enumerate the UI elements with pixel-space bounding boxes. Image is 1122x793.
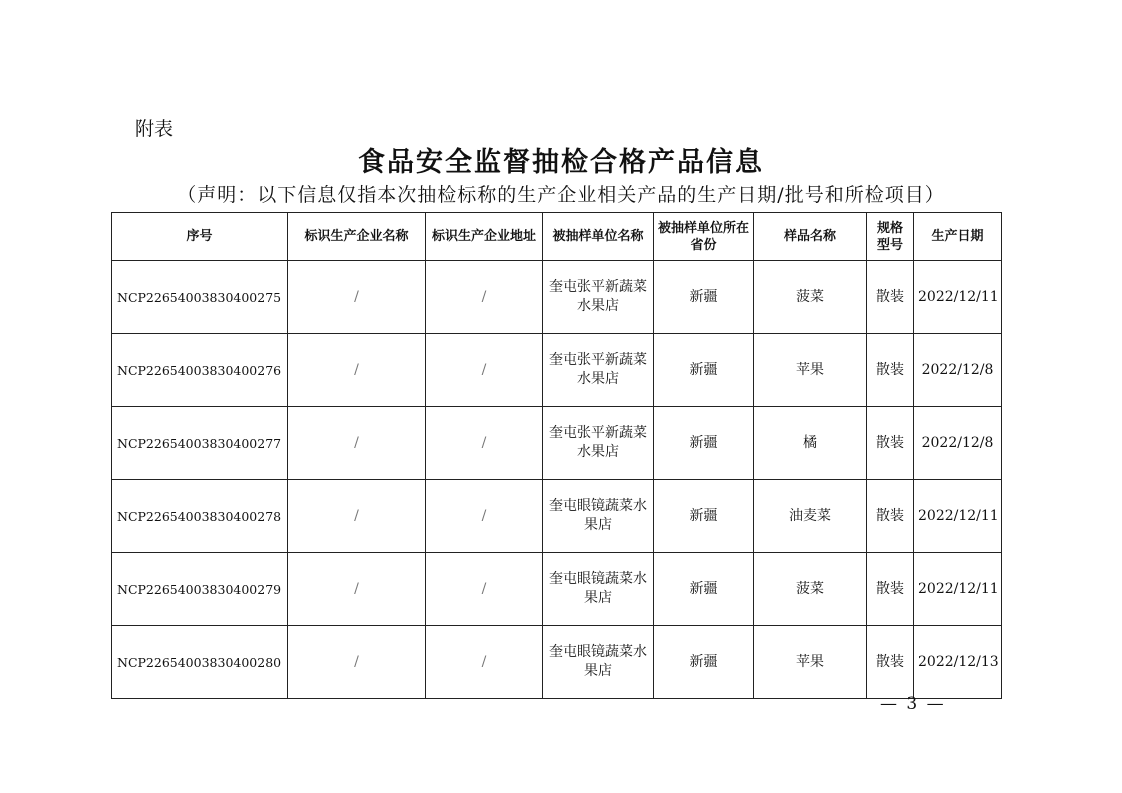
cell-manufacturer-name: / xyxy=(288,334,426,407)
cell-sample-name: 橘 xyxy=(754,407,867,480)
header-specification: 规格型号 xyxy=(867,213,914,261)
header-sampled-unit-name: 被抽样单位名称 xyxy=(543,213,654,261)
cell-manufacturer-address: / xyxy=(426,261,543,334)
cell-province: 新疆 xyxy=(654,626,754,699)
cell-manufacturer-name: / xyxy=(288,480,426,553)
cell-province: 新疆 xyxy=(654,261,754,334)
cell-sample-name: 苹果 xyxy=(754,626,867,699)
cell-serial-number: NCP22654003830400276 xyxy=(112,334,288,407)
cell-sampled-unit: 奎屯张平新蔬菜水果店 xyxy=(543,261,654,334)
cell-specification: 散装 xyxy=(867,626,914,699)
cell-province: 新疆 xyxy=(654,553,754,626)
table-row xyxy=(112,407,1002,480)
cell-specification: 散装 xyxy=(867,334,914,407)
cell-specification: 散装 xyxy=(867,407,914,480)
cell-production-date: 2022/12/11 xyxy=(914,480,1002,553)
table-header-row xyxy=(112,213,1002,261)
cell-serial-number: NCP22654003830400277 xyxy=(112,407,288,480)
cell-production-date: 2022/12/8 xyxy=(914,407,1002,480)
table-row xyxy=(112,480,1002,553)
cell-manufacturer-address: / xyxy=(426,553,543,626)
cell-serial-number: NCP22654003830400279 xyxy=(112,553,288,626)
cell-sample-name: 油麦菜 xyxy=(754,480,867,553)
cell-sampled-unit: 奎屯张平新蔬菜水果店 xyxy=(543,407,654,480)
cell-specification: 散装 xyxy=(867,261,914,334)
cell-specification: 散装 xyxy=(867,480,914,553)
cell-manufacturer-address: / xyxy=(426,407,543,480)
cell-manufacturer-name: / xyxy=(288,626,426,699)
cell-manufacturer-address: / xyxy=(426,626,543,699)
cell-manufacturer-address: / xyxy=(426,334,543,407)
cell-specification: 散装 xyxy=(867,553,914,626)
cell-manufacturer-address: / xyxy=(426,480,543,553)
cell-serial-number: NCP22654003830400275 xyxy=(112,261,288,334)
document-title: 食品安全监督抽检合格产品信息 xyxy=(358,147,764,178)
cell-sampled-unit: 奎屯眼镜蔬菜水果店 xyxy=(543,480,654,553)
header-manufacturer-address: 标识生产企业地址 xyxy=(426,213,543,261)
cell-sample-name: 苹果 xyxy=(754,334,867,407)
header-manufacturer-name: 标识生产企业名称 xyxy=(288,213,426,261)
qualified-products-table xyxy=(111,212,1002,699)
appendix-label: 附表 xyxy=(135,118,174,140)
cell-province: 新疆 xyxy=(654,407,754,480)
cell-production-date: 2022/12/11 xyxy=(914,553,1002,626)
disclaimer-statement: （声明：以下信息仅指本次抽检标称的生产企业相关产品的生产日期/批号和所检项目） xyxy=(177,184,945,206)
header-production-date: 生产日期 xyxy=(914,213,1002,261)
cell-serial-number: NCP22654003830400280 xyxy=(112,626,288,699)
cell-manufacturer-name: / xyxy=(288,261,426,334)
cell-sampled-unit: 奎屯张平新蔬菜水果店 xyxy=(543,334,654,407)
cell-sampled-unit: 奎屯眼镜蔬菜水果店 xyxy=(543,553,654,626)
table-row xyxy=(112,334,1002,407)
cell-manufacturer-name: / xyxy=(288,407,426,480)
table-row xyxy=(112,553,1002,626)
page-number: — 3 — xyxy=(880,694,946,714)
cell-province: 新疆 xyxy=(654,334,754,407)
header-sampled-unit-province: 被抽样单位所在省份 xyxy=(654,213,754,261)
table-row xyxy=(112,261,1002,334)
header-serial-number: 序号 xyxy=(112,213,288,261)
cell-production-date: 2022/12/11 xyxy=(914,261,1002,334)
cell-production-date: 2022/12/8 xyxy=(914,334,1002,407)
cell-serial-number: NCP22654003830400278 xyxy=(112,480,288,553)
table-row xyxy=(112,626,1002,699)
cell-production-date: 2022/12/13 xyxy=(914,626,1002,699)
header-sample-name: 样品名称 xyxy=(754,213,867,261)
cell-sampled-unit: 奎屯眼镜蔬菜水果店 xyxy=(543,626,654,699)
cell-sample-name: 菠菜 xyxy=(754,553,867,626)
cell-manufacturer-name: / xyxy=(288,553,426,626)
cell-province: 新疆 xyxy=(654,480,754,553)
cell-sample-name: 菠菜 xyxy=(754,261,867,334)
